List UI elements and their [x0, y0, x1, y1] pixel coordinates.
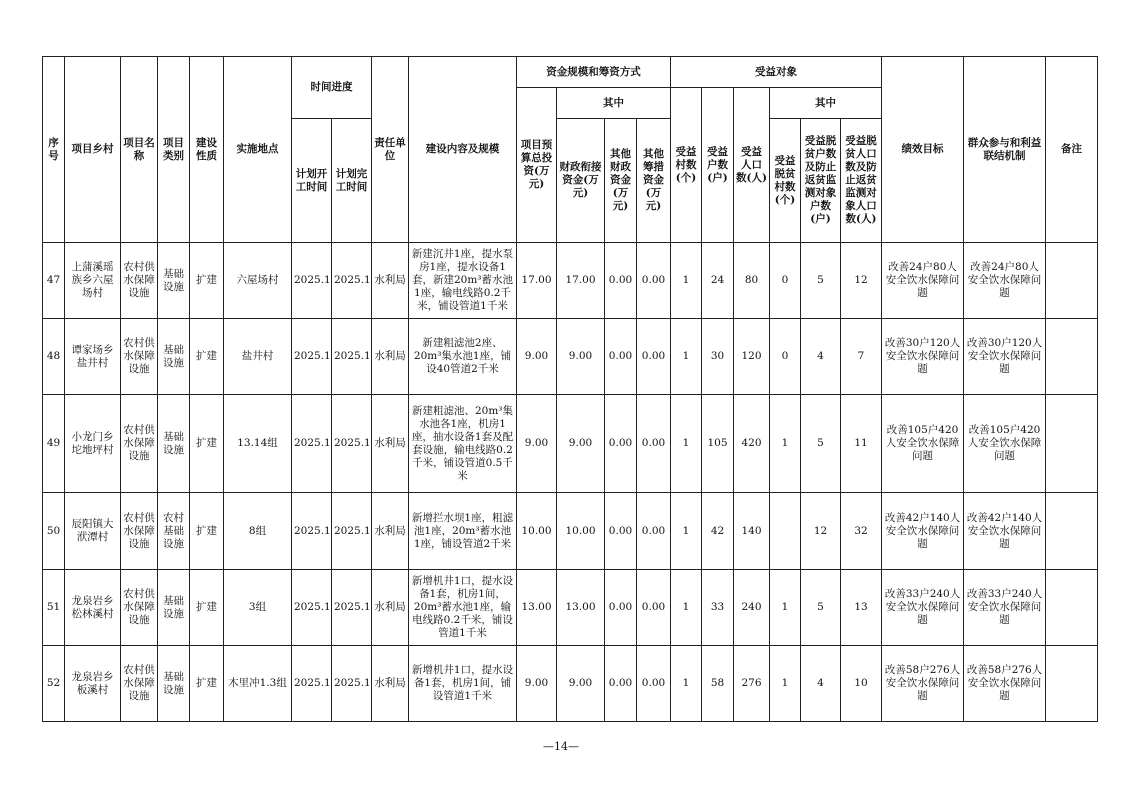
cell-poor-villages: 1 [770, 395, 801, 493]
cell-start: 2025.1 [292, 646, 332, 722]
cell-other-raised: 0.00 [637, 319, 671, 395]
cell-mechanism: 改善33户240人安全饮水保障问题 [964, 570, 1046, 646]
cell-category: 基础设施 [158, 395, 190, 493]
cell-poor-villages: 0 [770, 243, 801, 319]
cell-content: 新建粗滤池2座、20m³集水池1座，铺设40管道2千米 [409, 319, 517, 395]
cell-category: 基础设施 [158, 570, 190, 646]
cell-other-raised: 0.00 [637, 395, 671, 493]
header-schedule: 时间进度 [292, 57, 372, 119]
cell-unit: 水利局 [372, 319, 409, 395]
cell-other-raised: 0.00 [637, 646, 671, 722]
header-poor-people: 受益脱贫人口数及防止返贫监测对象人口数(人) [841, 119, 882, 243]
cell-budget: 13.00 [517, 570, 557, 646]
cell-village: 谭家场乡盐井村 [65, 319, 121, 395]
cell-content: 新建沉井1座，提水泵房1座，提水设备1套，新建20m³蓄水池1座，输电线路0.2千米，铺设管道1千米 [409, 243, 517, 319]
cell-people: 140 [734, 493, 770, 570]
header-other-raised: 其他筹措资金(万元) [637, 119, 671, 243]
table-row [43, 395, 1098, 493]
cell-nature: 扩建 [190, 319, 224, 395]
cell-mechanism: 改善24户80人安全饮水保障问题 [964, 243, 1046, 319]
cell-fiscal: 17.00 [557, 243, 605, 319]
cell-name: 农村供水保障设施 [121, 646, 158, 722]
cell-poor-people: 12 [841, 243, 882, 319]
project-table [42, 56, 1098, 722]
cell-content: 新建粗滤池、20m³集水池各1座，机房1座，抽水设备1套及配套设施，输电线路0.2千米，铺设管道0.5千米 [409, 395, 517, 493]
cell-remark [1046, 493, 1098, 570]
cell-nature: 扩建 [190, 646, 224, 722]
table-body [43, 243, 1098, 722]
cell-start: 2025.1 [292, 395, 332, 493]
cell-start: 2025.1 [292, 319, 332, 395]
header-ben-people: 受益人口数(人) [734, 88, 770, 243]
header-unit: 责任单位 [372, 57, 409, 243]
header-end: 计划完工时间 [332, 119, 372, 243]
cell-poor-people: 7 [841, 319, 882, 395]
cell-remark [1046, 395, 1098, 493]
cell-poor-households: 5 [801, 570, 841, 646]
cell-fiscal: 9.00 [557, 319, 605, 395]
cell-villages: 1 [671, 570, 702, 646]
header-poor-households: 受益脱贫户数及防止返贫监测对象户数(户) [801, 119, 841, 243]
cell-location: 六屋场村 [224, 243, 292, 319]
cell-budget: 17.00 [517, 243, 557, 319]
cell-poor-people: 11 [841, 395, 882, 493]
cell-location: 13.14组 [224, 395, 292, 493]
cell-households: 105 [702, 395, 734, 493]
header-poor-villages: 受益脱贫村数(个) [770, 119, 801, 243]
cell-goal: 改善33户240人安全饮水保障问题 [882, 570, 964, 646]
cell-other-fiscal: 0.00 [605, 395, 637, 493]
cell-remark [1046, 243, 1098, 319]
cell-village: 上蒲溪瑶族乡六屋场村 [65, 243, 121, 319]
cell-households: 33 [702, 570, 734, 646]
cell-mechanism: 改善30户120人安全饮水保障问题 [964, 319, 1046, 395]
cell-budget: 9.00 [517, 646, 557, 722]
cell-poor-people: 32 [841, 493, 882, 570]
cell-name: 农村供水保障设施 [121, 319, 158, 395]
cell-seq: 48 [43, 319, 65, 395]
cell-name: 农村供水保障设施 [121, 243, 158, 319]
cell-nature: 扩建 [190, 243, 224, 319]
cell-seq: 50 [43, 493, 65, 570]
cell-other-raised: 0.00 [637, 243, 671, 319]
cell-remark [1046, 570, 1098, 646]
header-ben-of-which: 其中 [770, 88, 882, 119]
cell-start: 2025.1 [292, 243, 332, 319]
cell-mechanism: 改善105户420人安全饮水保障问题 [964, 395, 1046, 493]
header-start: 计划开工时间 [292, 119, 332, 243]
cell-end: 2025.1 [332, 493, 372, 570]
table-header [43, 57, 1098, 243]
cell-villages: 1 [671, 646, 702, 722]
header-remark: 备注 [1046, 57, 1098, 243]
cell-start: 2025.1 [292, 570, 332, 646]
cell-other-raised: 0.00 [637, 493, 671, 570]
cell-poor-households: 4 [801, 646, 841, 722]
cell-mechanism: 改善58户276人安全饮水保障问题 [964, 646, 1046, 722]
cell-location: 8组 [224, 493, 292, 570]
cell-poor-households: 12 [801, 493, 841, 570]
cell-end: 2025.1 [332, 319, 372, 395]
cell-village: 龙泉岩乡松林溪村 [65, 570, 121, 646]
cell-poor-villages: 0 [770, 319, 801, 395]
cell-villages: 1 [671, 395, 702, 493]
cell-people: 240 [734, 570, 770, 646]
cell-other-fiscal: 0.00 [605, 570, 637, 646]
cell-goal: 改善30户120人安全饮水保障问题 [882, 319, 964, 395]
cell-goal: 改善42户140人安全饮水保障问题 [882, 493, 964, 570]
cell-village: 龙泉岩乡板溪村 [65, 646, 121, 722]
cell-content: 新增机井1口，提水设备1套，机房1间，铺设管道1千米 [409, 646, 517, 722]
cell-content: 新增拦水坝1座，粗滤池1座，20m³蓄水池1座，铺设管道2千米 [409, 493, 517, 570]
cell-poor-villages [770, 493, 801, 570]
cell-budget: 9.00 [517, 319, 557, 395]
cell-village: 辰阳镇大洑潭村 [65, 493, 121, 570]
cell-poor-people: 13 [841, 570, 882, 646]
cell-mechanism: 改善42户140人安全饮水保障问题 [964, 493, 1046, 570]
cell-poor-villages: 1 [770, 570, 801, 646]
cell-seq: 51 [43, 570, 65, 646]
cell-nature: 扩建 [190, 493, 224, 570]
header-category: 项目类别 [158, 57, 190, 243]
table-row [43, 493, 1098, 570]
cell-villages: 1 [671, 243, 702, 319]
header-other-fiscal: 其他财政资金(万元) [605, 119, 637, 243]
cell-unit: 水利局 [372, 493, 409, 570]
cell-unit: 水利局 [372, 243, 409, 319]
cell-seq: 47 [43, 243, 65, 319]
cell-unit: 水利局 [372, 646, 409, 722]
header-name: 项目名称 [121, 57, 158, 243]
cell-seq: 49 [43, 395, 65, 493]
cell-end: 2025.1 [332, 570, 372, 646]
header-budget: 项目预算总投资(万元) [517, 88, 557, 243]
cell-villages: 1 [671, 493, 702, 570]
cell-fiscal: 10.00 [557, 493, 605, 570]
cell-people: 420 [734, 395, 770, 493]
cell-content: 新增机井1口，提水设备1套，机房1间，20m³蓄水池1座，输电线路0.2千米，铺设管道1千米 [409, 570, 517, 646]
cell-households: 58 [702, 646, 734, 722]
header-ben-villages: 受益村数(个) [671, 88, 702, 243]
cell-other-fiscal: 0.00 [605, 243, 637, 319]
header-content: 建设内容及规模 [409, 57, 517, 243]
cell-people: 276 [734, 646, 770, 722]
cell-end: 2025.1 [332, 646, 372, 722]
cell-poor-households: 5 [801, 395, 841, 493]
header-beneficiary: 受益对象 [671, 57, 882, 88]
cell-name: 农村供水保障设施 [121, 493, 158, 570]
cell-people: 120 [734, 319, 770, 395]
cell-location: 3组 [224, 570, 292, 646]
cell-end: 2025.1 [332, 395, 372, 493]
cell-other-fiscal: 0.00 [605, 319, 637, 395]
cell-category: 基础设施 [158, 319, 190, 395]
header-nature: 建设性质 [190, 57, 224, 243]
cell-unit: 水利局 [372, 570, 409, 646]
cell-nature: 扩建 [190, 395, 224, 493]
cell-fiscal: 13.00 [557, 570, 605, 646]
header-mechanism: 群众参与和利益联结机制 [964, 57, 1046, 243]
header-seq: 序号 [43, 57, 65, 243]
cell-name: 农村供水保障设施 [121, 395, 158, 493]
cell-households: 24 [702, 243, 734, 319]
cell-category: 农村基础设施 [158, 493, 190, 570]
cell-unit: 水利局 [372, 395, 409, 493]
cell-village: 小龙门乡坨地坪村 [65, 395, 121, 493]
cell-location: 盐井村 [224, 319, 292, 395]
cell-households: 42 [702, 493, 734, 570]
header-village: 项目乡村 [65, 57, 121, 243]
cell-other-raised: 0.00 [637, 570, 671, 646]
cell-villages: 1 [671, 319, 702, 395]
cell-poor-households: 4 [801, 319, 841, 395]
table-row [43, 570, 1098, 646]
cell-households: 30 [702, 319, 734, 395]
cell-poor-villages: 1 [770, 646, 801, 722]
cell-nature: 扩建 [190, 570, 224, 646]
cell-category: 基础设施 [158, 243, 190, 319]
page-number: —14— [543, 740, 579, 753]
cell-people: 80 [734, 243, 770, 319]
cell-location: 木里冲1.3组 [224, 646, 292, 722]
header-ben-households: 受益户数(户) [702, 88, 734, 243]
cell-remark [1046, 319, 1098, 395]
cell-fiscal: 9.00 [557, 395, 605, 493]
header-location: 实施地点 [224, 57, 292, 243]
table-row [43, 243, 1098, 319]
header-fiscal-direct: 财政衔接资金(万元) [557, 119, 605, 243]
cell-remark [1046, 646, 1098, 722]
cell-other-fiscal: 0.00 [605, 493, 637, 570]
cell-goal: 改善105户420人安全饮水保障问题 [882, 395, 964, 493]
cell-goal: 改善24户80人安全饮水保障问题 [882, 243, 964, 319]
cell-other-fiscal: 0.00 [605, 646, 637, 722]
cell-name: 农村供水保障设施 [121, 570, 158, 646]
cell-budget: 9.00 [517, 395, 557, 493]
cell-budget: 10.00 [517, 493, 557, 570]
cell-category: 基础设施 [158, 646, 190, 722]
header-goal: 绩效目标 [882, 57, 964, 243]
cell-fiscal: 9.00 [557, 646, 605, 722]
cell-poor-people: 10 [841, 646, 882, 722]
cell-poor-households: 5 [801, 243, 841, 319]
cell-goal: 改善58户276人安全饮水保障问题 [882, 646, 964, 722]
table-row [43, 319, 1098, 395]
header-funding-of-which: 其中 [557, 88, 671, 119]
header-funding: 资金规模和筹资方式 [517, 57, 671, 88]
cell-start: 2025.1 [292, 493, 332, 570]
table-row [43, 646, 1098, 722]
cell-seq: 52 [43, 646, 65, 722]
cell-end: 2025.1 [332, 243, 372, 319]
